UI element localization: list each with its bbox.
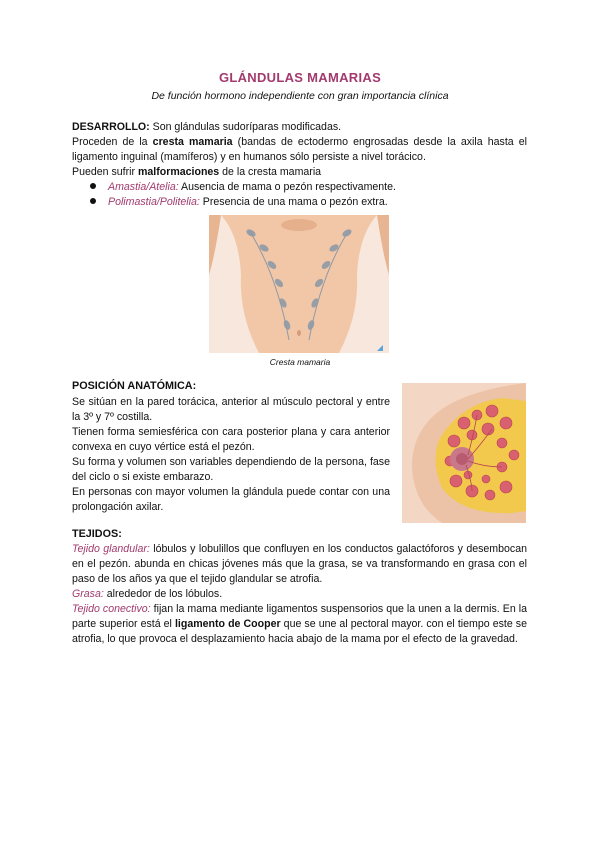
posicion-section <box>72 395 390 515</box>
tejido-conectivo: Tejido conectivo: fijan la mama mediante ligamentos suspensorios que la unen a la dermis. En la parte superior está el ligamento de Cooper que se une al pectoral mayor. con el tiempo este se atrofia, lo que provoca el desplazamiento hacia abajo de la mama por el efecto de la gravedad. <box>72 603 527 645</box>
tejidos-heading: TEJIDOS: <box>72 528 122 540</box>
document-subtitle: De función hormono independiente con gran importancia clínica <box>151 90 449 102</box>
figure-caption: Cresta mamaria <box>269 357 331 367</box>
posicion-heading: POSICIÓN ANATÓMICA: <box>72 380 197 392</box>
tejido-grasa: Grasa: alrededor de los lóbulos. <box>72 588 223 600</box>
bullet-amastia: Amastia/Atelia: Ausencia de mama o pezón respectivamente. <box>90 180 396 195</box>
posicion-p4: En personas con mayor volumen la glándula puede contar con una prolongación axilar. <box>72 486 390 513</box>
posicion-p2: Tienen forma semiesférica con cara posterior plana y cara anterior convexa en cuyo vértice está el pezón. <box>72 426 390 453</box>
cresta-mamaria-figure <box>209 215 389 353</box>
desarrollo-line3: Pueden sufrir malformaciones de la cresta mamaria <box>72 166 322 178</box>
breast-anatomy-figure <box>402 383 526 523</box>
desarrollo-line1: DESARROLLO: Son glándulas sudoríparas modificadas. <box>72 121 342 133</box>
posicion-p1: Se sitúan en la pared torácica, anterior al músculo pectoral y entre la 3º y 7º costilla. <box>72 396 390 423</box>
bullet-polimastia: Polimastia/Politelia: Presencia de una mama o pezón extra. <box>90 195 388 210</box>
posicion-p3: Su forma y volumen son variables dependiendo de la persona, fase del ciclo o si existe embarazo. <box>72 456 390 483</box>
document-title: GLÁNDULAS MAMARIAS <box>218 70 382 85</box>
bullet-dot <box>90 198 96 204</box>
bullet-dot <box>90 183 96 189</box>
desarrollo-heading: DESARROLLO: <box>72 121 150 133</box>
desarrollo-line2: Proceden de la cresta mamaria (bandas de ectodermo engrosadas desde la axila hasta el ligamento inguinal (mamíferos) y en humanos sólo persiste a nivel torácico. <box>72 136 527 163</box>
tejido-glandular: Tejido glandular: lóbulos y lobulillos que confluyen en los conductos galactóforos y desembocan en el pezón. abunda en chicas jóvenes más que la grasa, se va transformando en grasa con el paso de los años ya que el tejido glandular se atrofia. <box>72 543 527 585</box>
tejidos-section <box>72 542 527 647</box>
desarrollo-section <box>72 120 527 180</box>
